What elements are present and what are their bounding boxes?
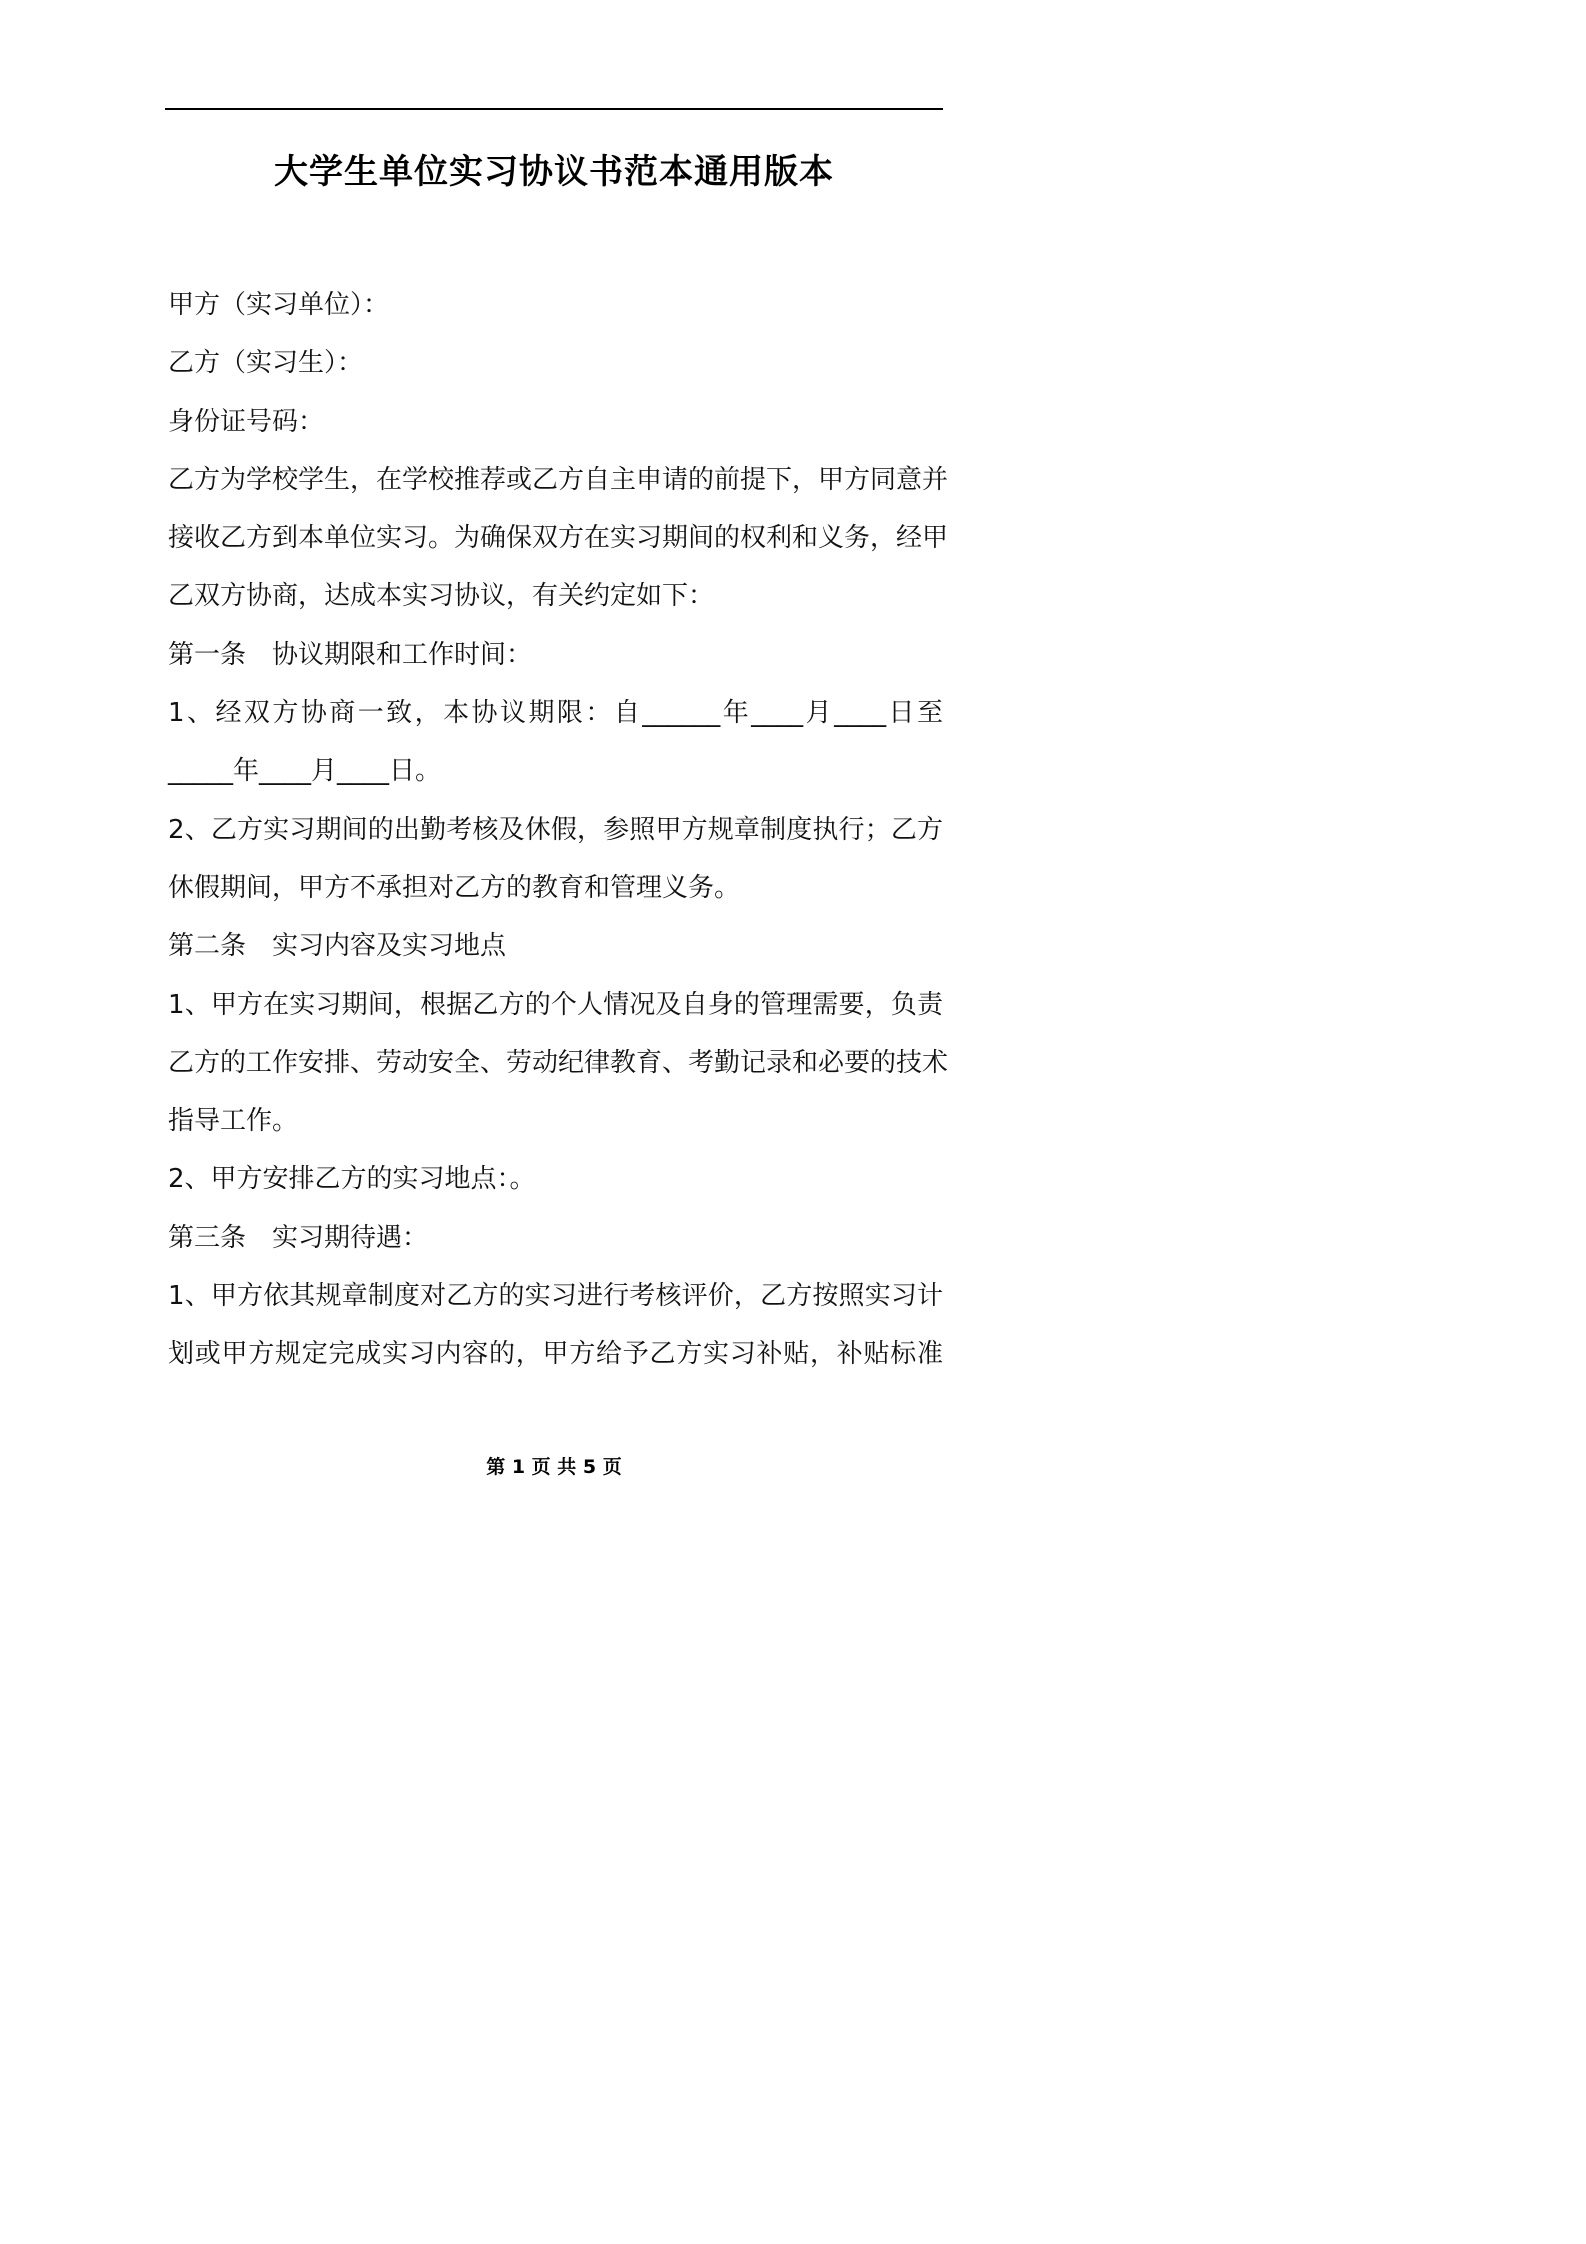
clause-title: 协议期限和工作时间： bbox=[272, 639, 533, 670]
paragraph-line: _____年____月____日。 bbox=[168, 756, 442, 787]
paragraph-line: 1、经双方协商一致，本协议期限：自______年____月____日至 bbox=[168, 698, 943, 729]
paragraph-line: 1、甲方依其规章制度对乙方的实习进行考核评价，乙方按照实习计 bbox=[168, 1281, 943, 1312]
clause-title: 实习期待遇： bbox=[272, 1222, 429, 1253]
id-number-line: 身份证号码： bbox=[168, 406, 325, 437]
document-page bbox=[0, 0, 1100, 1555]
paragraph-line: 乙方为学校学生，在学校推荐或乙方自主申请的前提下，甲方同意并 bbox=[168, 464, 949, 495]
paragraph-line: 2、甲方安排乙方的实习地点：。 bbox=[168, 1164, 536, 1195]
paragraph-line: 乙方的工作安排、劳动安全、劳动纪律教育、考勤记录和必要的技术 bbox=[168, 1047, 949, 1078]
clause-heading-1 bbox=[168, 626, 943, 684]
clause-number: 第三条 bbox=[168, 1222, 247, 1253]
document-title: 大学生单位实习协议书范本通用版本 bbox=[274, 152, 834, 192]
clause-number: 第二条 bbox=[168, 931, 247, 962]
clause-title: 实习内容及实习地点 bbox=[272, 931, 507, 962]
header-rule bbox=[165, 108, 943, 110]
clause-heading-3 bbox=[168, 1209, 943, 1267]
page-number-footer: 第 1 页 共 5 页 bbox=[486, 1456, 622, 1478]
party-a-line: 甲方（实习单位）： bbox=[168, 290, 390, 320]
paragraph-line: 1、甲方在实习期间，根据乙方的个人情况及自身的管理需要，负责 bbox=[168, 989, 943, 1020]
paragraph-line: 指导工作。 bbox=[168, 1106, 299, 1137]
clause-heading-2 bbox=[168, 917, 943, 975]
document-body bbox=[168, 276, 949, 1384]
party-b-line: 乙方（实习生）： bbox=[168, 348, 364, 379]
paragraph-line: 乙双方协商，达成本实习协议，有关约定如下： bbox=[168, 581, 715, 612]
clause-number: 第一条 bbox=[168, 639, 247, 670]
paragraph-line: 2、乙方实习期间的出勤考核及休假，参照甲方规章制度执行；乙方 bbox=[168, 814, 943, 845]
paragraph-line: 划或甲方规定完成实习内容的，甲方给予乙方实习补贴，补贴标准 bbox=[168, 1339, 943, 1370]
paragraph-line: 休假期间，甲方不承担对乙方的教育和管理义务。 bbox=[168, 872, 741, 903]
paragraph-line: 接收乙方到本单位实习。为确保双方在实习期间的权利和义务，经甲 bbox=[168, 523, 949, 554]
